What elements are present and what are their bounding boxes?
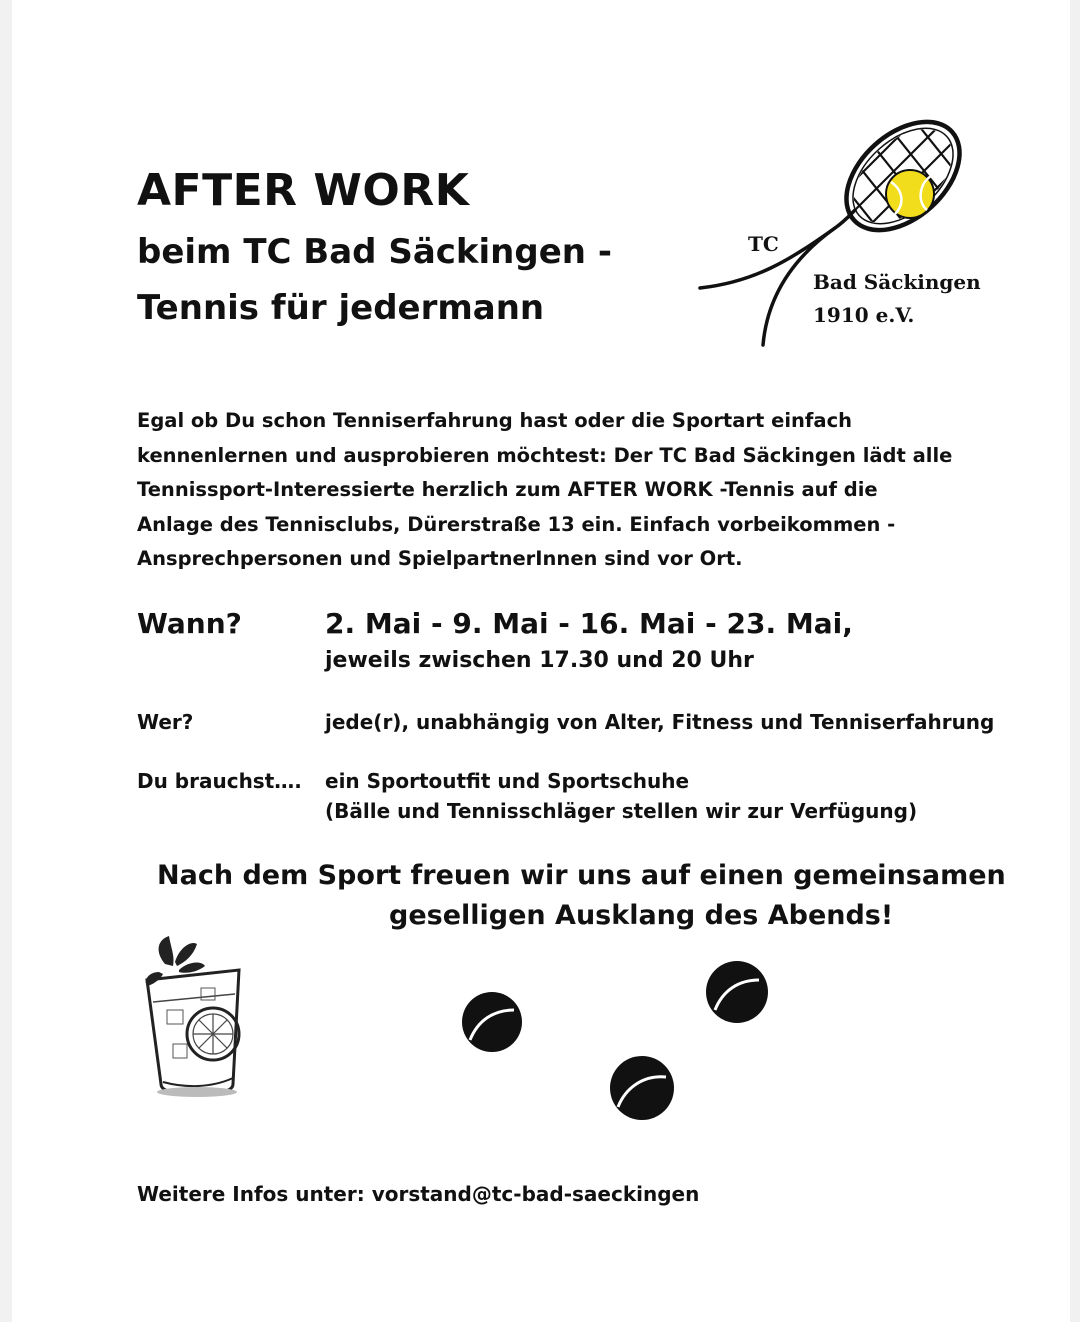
tennis-ball-icon xyxy=(695,950,779,1034)
tennis-ball-icon xyxy=(452,980,536,1064)
intro-line: Anlage des Tennisclubs, Dürerstraße 13 ein. Einfach vorbeikommen - xyxy=(137,512,896,536)
intro-line: kennenlernen und ausprobieren möchtest: Der TC Bad Säckingen lädt alle xyxy=(137,443,953,467)
flyer-subtitle-line2: Tennis für jedermann xyxy=(137,288,545,328)
flyer-title: AFTER WORK xyxy=(137,165,470,216)
who-label: Wer? xyxy=(137,710,194,734)
intro-line: Ansprechpersonen und SpielpartnerInnen sind vor Ort. xyxy=(137,547,743,570)
logo-abbreviation: TC xyxy=(748,232,779,256)
when-label: Wann? xyxy=(137,607,242,640)
need-label: Du brauchst…. xyxy=(137,769,302,793)
intro-line: Egal ob Du schon Tenniserfahrung hast oder die Sportart einfach xyxy=(137,409,853,432)
footer-contact: Weitere Infos unter: vorstand@tc-bad-saeckingen xyxy=(137,1182,700,1206)
logo-founding-year: 1910 e.V. xyxy=(813,303,915,327)
closing-line1: Nach dem Sport freuen wir uns auf einen gemeinsamen xyxy=(157,860,1006,891)
intro-paragraph xyxy=(137,404,953,577)
when-dates: 2. Mai - 9. Mai - 16. Mai - 23. Mai, xyxy=(325,607,853,640)
need-value-line2: (Bälle und Tennisschläger stellen wir zur Verfügung) xyxy=(325,799,918,823)
need-value-line1: ein Sportoutfit und Sportschuhe xyxy=(325,769,690,793)
when-time: jeweils zwischen 17.30 und 20 Uhr xyxy=(325,648,754,673)
cocktail-glass-icon xyxy=(135,932,260,1102)
who-value: jede(r), unabhängig von Alter, Fitness und Tenniserfahrung xyxy=(325,710,995,734)
intro-line: Tennissport-Interessierte herzlich zum AFTER WORK -Tennis auf die xyxy=(137,478,878,501)
flyer-subtitle-line1: beim TC Bad Säckingen - xyxy=(137,232,612,272)
closing-line2: geselligen Ausklang des Abends! xyxy=(389,900,894,931)
tennis-ball-icon xyxy=(886,170,934,218)
tennis-ball-icon xyxy=(598,1045,686,1133)
logo-club-name: Bad Säckingen xyxy=(813,270,981,294)
